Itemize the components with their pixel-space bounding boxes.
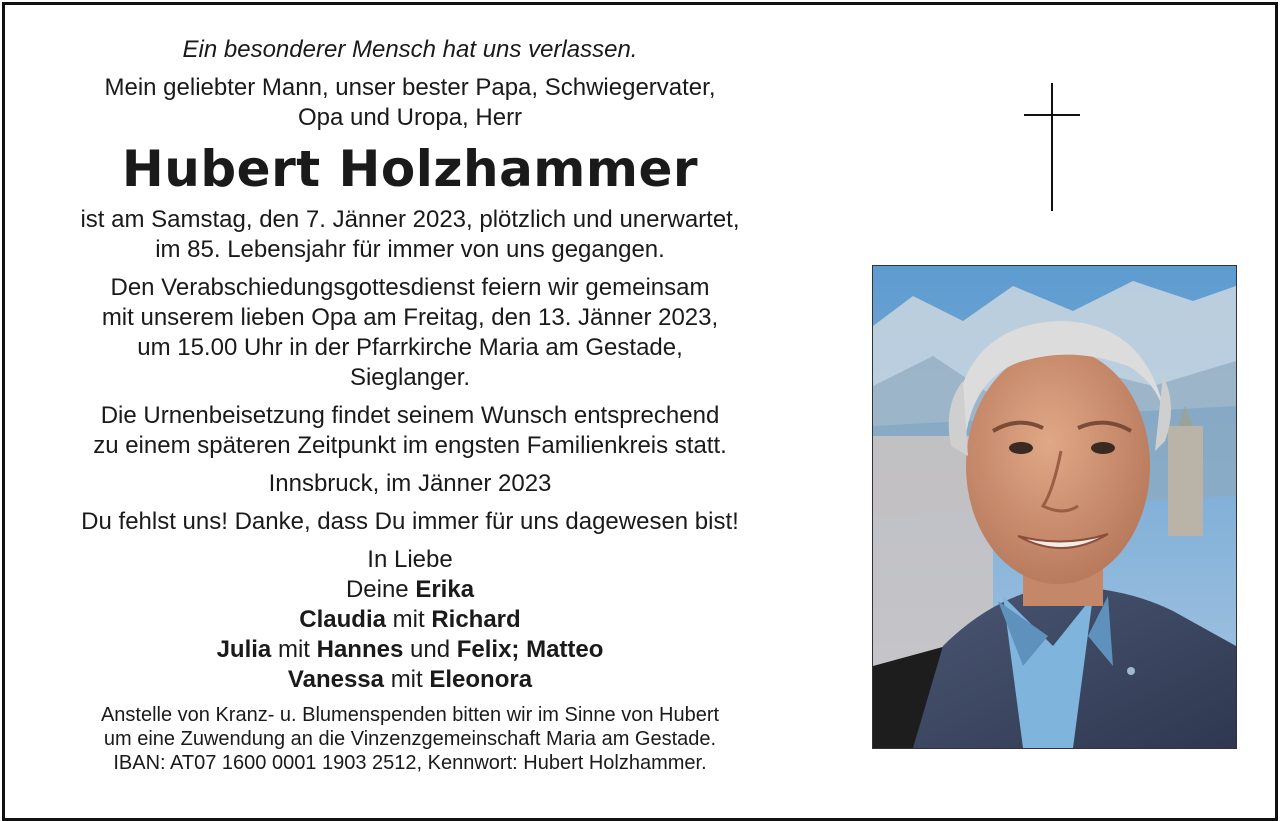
family-joiner: und	[410, 636, 451, 663]
donation-line-3: IBAN: AT07 1600 0001 1903 2512, Kennwort: Hubert Holzhammer.	[113, 752, 707, 774]
family-row-2	[35, 605, 785, 635]
family-name: Felix; Matteo	[456, 636, 604, 663]
service-line-1: Den Verabschiedungsgottesdienst feiern wir gemeinsam	[110, 274, 710, 301]
family-name: Eleonora	[429, 666, 533, 693]
urn-line-1: Die Urnenbeisetzung findet seinem Wunsch entsprechend	[100, 402, 720, 429]
death-line-2: im 85. Lebensjahr für immer von uns gegangen.	[155, 236, 665, 263]
family-name: Hannes	[316, 636, 404, 663]
service-line-3: um 15.00 Uhr in der Pfarrkirche Maria am Gestade,	[137, 334, 683, 361]
family-joiner: mit	[390, 666, 423, 693]
family-name: Julia	[216, 636, 272, 663]
family-row-4	[35, 665, 785, 695]
donation-line-1: Anstelle von Kranz- u. Blumenspenden bitten wir im Sinne von Hubert	[100, 704, 720, 726]
service-line-4: Sieglanger.	[349, 364, 471, 391]
family-name: Vanessa	[287, 666, 385, 693]
relation-line-2: Opa und Uropa, Herr	[297, 104, 523, 131]
urn-line-2: zu einem späteren Zeitpunkt im engsten Familienkreis statt.	[93, 432, 727, 459]
family-joiner: mit	[392, 606, 425, 633]
family-joiner: mit	[277, 636, 310, 663]
obituary-card	[2, 2, 1278, 821]
deceased-name: Hubert Holzhammer	[121, 140, 699, 198]
farewell-line: Du fehlst uns! Danke, dass Du immer für uns dagewesen bist!	[81, 508, 739, 535]
portrait-photo	[872, 265, 1237, 749]
service-line-2: mit unserem lieben Opa am Freitag, den 13. Jänner 2023,	[101, 304, 719, 331]
cross-icon	[1024, 83, 1080, 211]
family-name: Erika	[415, 576, 475, 603]
family-row-3	[35, 635, 785, 665]
donation-line-2: um eine Zuwendung an die Vinzenzgemeinschaft Maria am Gestade.	[103, 728, 717, 750]
in-love-line: In Liebe	[367, 546, 453, 573]
family-prefix: Deine	[345, 576, 409, 603]
place-date: Innsbruck, im Jänner 2023	[268, 470, 552, 497]
family-name: Richard	[431, 606, 521, 633]
death-line-1: ist am Samstag, den 7. Jänner 2023, plötzlich und unerwartet,	[80, 206, 740, 233]
relation-line-1: Mein geliebter Mann, unser bester Papa, Schwiegervater,	[104, 74, 716, 101]
obituary-text	[35, 35, 785, 775]
family-name: Claudia	[299, 606, 386, 633]
family-row-1	[35, 575, 785, 605]
intro-line: Ein besonderer Mensch hat uns verlassen.	[182, 36, 638, 63]
